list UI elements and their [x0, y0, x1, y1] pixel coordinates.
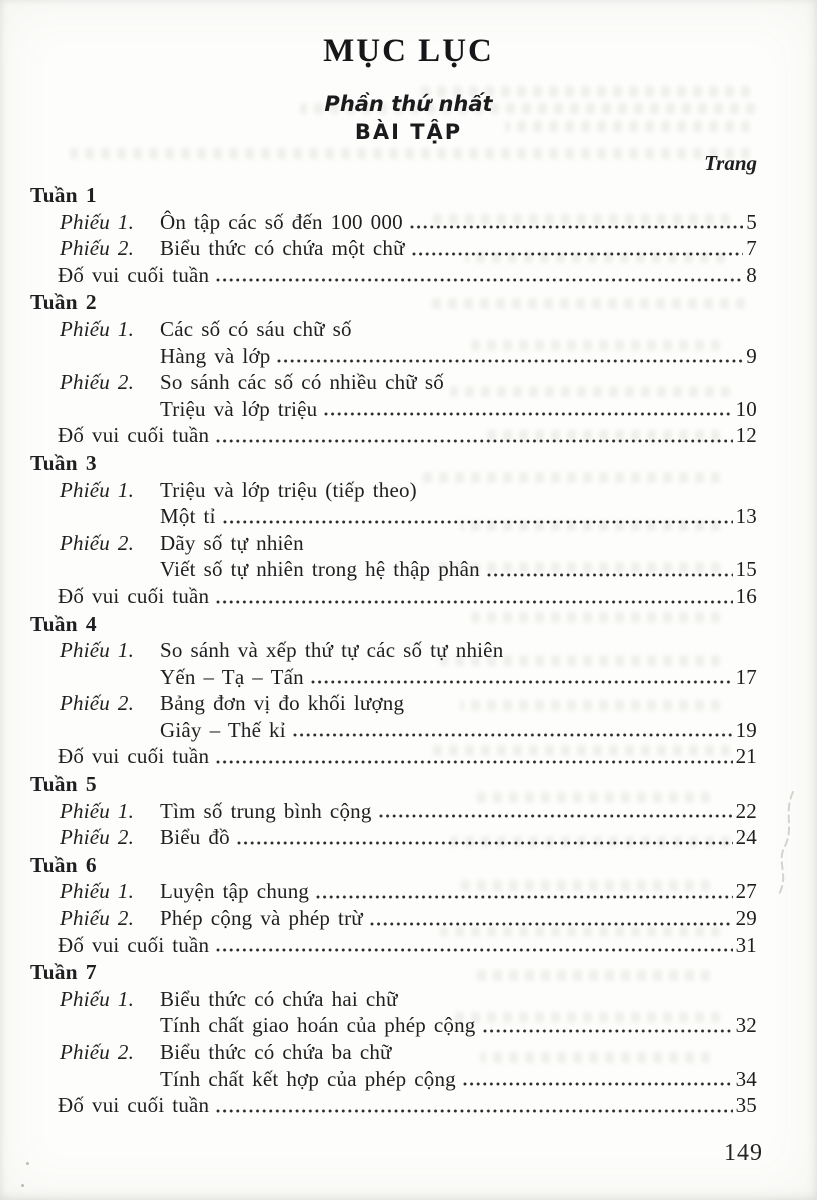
toc-page-number: 7 — [746, 236, 757, 261]
toc-entry-prefix: Phiếu 2. — [60, 691, 135, 716]
toc-entry-prefix: Phiếu 2. — [60, 1040, 135, 1064]
toc-row — [30, 422, 757, 449]
folio-page-number: 149 — [724, 1140, 763, 1166]
toc-entry-title: Đố vui cuối tuần — [58, 262, 210, 287]
toc-entry-title: Hàng và lớp — [160, 343, 271, 368]
toc-page-number: 8 — [746, 262, 757, 287]
toc-entry-prefix: Phiếu 2. — [60, 236, 135, 261]
toc-row — [30, 824, 757, 851]
toc-page-number: 27 — [735, 879, 757, 904]
toc-entry-prefix: Phiếu 1. — [60, 879, 135, 904]
toc-entry-prefix: Phiếu 1. — [60, 798, 135, 823]
toc-row — [30, 717, 757, 744]
toc-entry-prefix: Phiếu 2. — [60, 530, 135, 555]
toc-week-header — [30, 449, 757, 477]
dotted-leader — [223, 518, 733, 526]
part-label: Phần thứ nhất — [324, 92, 493, 116]
toc-row — [30, 690, 757, 717]
toc-row — [30, 583, 757, 610]
page-title: MỤC LỤC — [323, 33, 494, 69]
toc-entry-title: Giây – Thế kỉ — [160, 717, 286, 742]
toc-row — [30, 530, 757, 557]
dotted-leader — [216, 1107, 732, 1115]
part-title: BÀI TẬP — [354, 120, 463, 144]
pen-mark — [763, 788, 805, 900]
toc-week-label: Tuần 6 — [30, 852, 97, 877]
toc-page-number: 10 — [735, 396, 757, 421]
toc-entry-title: Tính chất kết hợp của phép cộng — [160, 1066, 456, 1091]
toc-entry-title: Triệu và lớp triệu (tiếp theo) — [160, 477, 417, 502]
toc-page-number: 29 — [735, 906, 757, 931]
scan-speck — [21, 1184, 24, 1187]
toc-entry-prefix: Phiếu 2. — [60, 370, 135, 395]
toc-row — [30, 369, 757, 396]
toc-row — [30, 664, 757, 691]
toc-row — [30, 986, 757, 1013]
dotted-leader — [370, 920, 733, 928]
toc-page-number: 17 — [735, 664, 757, 689]
toc-entry-title: So sánh và xếp thứ tự các số tự nhiên — [160, 638, 504, 663]
toc-week-label: Tuần 7 — [30, 960, 97, 985]
toc-entry-title: Biểu thức có chứa một chữ — [160, 236, 405, 261]
toc-week-header — [30, 851, 757, 879]
toc-week-label: Tuần 1 — [30, 183, 97, 207]
toc-row — [30, 878, 757, 905]
toc-row — [30, 1039, 757, 1066]
toc-row — [30, 503, 757, 530]
toc-entry-title: Đố vui cuối tuần — [58, 1093, 210, 1118]
toc-entry-title: Triệu và lớp triệu — [160, 396, 318, 421]
toc-entry-title: Đố vui cuối tuần — [58, 744, 210, 769]
toc-row — [30, 477, 757, 504]
toc-week-header — [30, 770, 757, 798]
toc-entry-title: Biểu thức có chứa hai chữ — [160, 986, 398, 1011]
dotted-leader — [483, 1027, 733, 1035]
toc-entry-title: Đố vui cuối tuần — [58, 583, 210, 608]
toc-entry-title: Tính chất giao hoán của phép cộng — [160, 1013, 476, 1038]
toc-row — [30, 556, 757, 583]
toc-page-number: 16 — [735, 583, 757, 608]
toc-entry-title: Ôn tập các số đến 100 000 — [160, 209, 403, 234]
dotted-leader — [293, 731, 733, 739]
toc-entry-title: So sánh các số có nhiều chữ số — [160, 370, 444, 395]
toc-entry-title: Tìm số trung bình cộng — [160, 798, 372, 823]
toc-page-number: 9 — [746, 343, 757, 368]
toc-week-header — [30, 181, 757, 209]
toc-week-header — [30, 610, 757, 638]
toc-entry-prefix: Phiếu 2. — [60, 906, 135, 931]
dotted-leader — [237, 839, 733, 847]
toc-entry-title: Biểu thức có chứa ba chữ — [160, 1040, 392, 1064]
toc-entry-title: Biểu đồ — [160, 825, 230, 850]
toc-page-number: 13 — [735, 504, 757, 529]
toc-row — [30, 209, 757, 236]
dotted-leader — [216, 946, 732, 954]
toc-week-label: Tuần 2 — [30, 290, 97, 315]
toc-page-number: 22 — [735, 798, 757, 823]
dotted-leader — [216, 758, 732, 766]
toc-list — [30, 181, 757, 1119]
dotted-leader — [379, 812, 733, 820]
toc-page-number: 12 — [735, 423, 757, 448]
toc-entry-prefix: Phiếu 2. — [60, 825, 135, 850]
toc-entry-title: Phép cộng và phép trừ — [160, 906, 363, 931]
dotted-leader — [324, 410, 732, 418]
toc-row — [30, 798, 757, 825]
toc-page-number: 19 — [735, 717, 757, 742]
toc-row — [30, 637, 757, 664]
dotted-leader — [463, 1080, 733, 1088]
dotted-leader — [216, 276, 743, 284]
toc-week-label: Tuần 5 — [30, 772, 97, 797]
toc-week-label: Tuần 3 — [30, 450, 97, 475]
dotted-leader — [216, 437, 732, 445]
dotted-leader — [216, 598, 732, 606]
toc-week-header — [30, 958, 757, 986]
page-column-header: Trang — [704, 151, 757, 175]
toc-entry-title: Bảng đơn vị đo khối lượng — [160, 691, 405, 716]
toc-page-number: 24 — [735, 825, 757, 850]
dotted-leader — [311, 678, 733, 686]
toc-entry-title: Các số có sáu chữ số — [160, 316, 352, 341]
toc-entry-prefix: Phiếu 1. — [60, 316, 135, 341]
toc-page-number: 32 — [735, 1013, 757, 1038]
toc-entry-prefix: Phiếu 1. — [60, 477, 135, 502]
toc-entry-prefix: Phiếu 1. — [60, 638, 135, 663]
toc-page-number: 15 — [735, 557, 757, 582]
toc-entry-title: Viết số tự nhiên trong hệ thập phân — [160, 557, 480, 582]
dotted-leader — [410, 223, 744, 231]
dotted-leader — [277, 357, 743, 365]
toc-row — [30, 343, 757, 370]
toc-page-number: 34 — [735, 1066, 757, 1091]
toc-row — [30, 262, 757, 289]
toc-page-number: 31 — [735, 932, 757, 957]
toc-entry-prefix: Phiếu 1. — [60, 209, 135, 234]
toc-header — [0, 0, 817, 176]
toc-row — [30, 1092, 757, 1119]
toc-entry-title: Luyện tập chung — [160, 879, 310, 904]
toc-page-number: 5 — [746, 209, 757, 234]
toc-row — [30, 316, 757, 343]
toc-week-header — [30, 288, 757, 316]
scan-speck — [26, 1162, 29, 1165]
toc-entry-title: Đố vui cuối tuần — [58, 932, 210, 957]
toc-entry-title: Dãy số tự nhiên — [160, 530, 304, 555]
toc-entry-title: Yến – Tạ – Tấn — [160, 664, 304, 689]
toc-week-label: Tuần 4 — [30, 611, 97, 636]
toc-row — [30, 396, 757, 423]
toc-row — [30, 235, 757, 262]
toc-page-number: 35 — [735, 1093, 757, 1118]
toc-entry-title: Đố vui cuối tuần — [58, 423, 210, 448]
toc-row — [30, 743, 757, 770]
dotted-leader — [412, 250, 744, 258]
toc-entry-prefix: Phiếu 1. — [60, 986, 135, 1011]
dotted-leader — [316, 893, 732, 901]
toc-row — [30, 932, 757, 959]
toc-entry-title: Một tỉ — [160, 504, 216, 529]
dotted-leader — [487, 571, 733, 579]
toc-row — [30, 1012, 757, 1039]
toc-page-number: 21 — [735, 744, 757, 769]
toc-row — [30, 1066, 757, 1093]
toc-row — [30, 905, 757, 932]
